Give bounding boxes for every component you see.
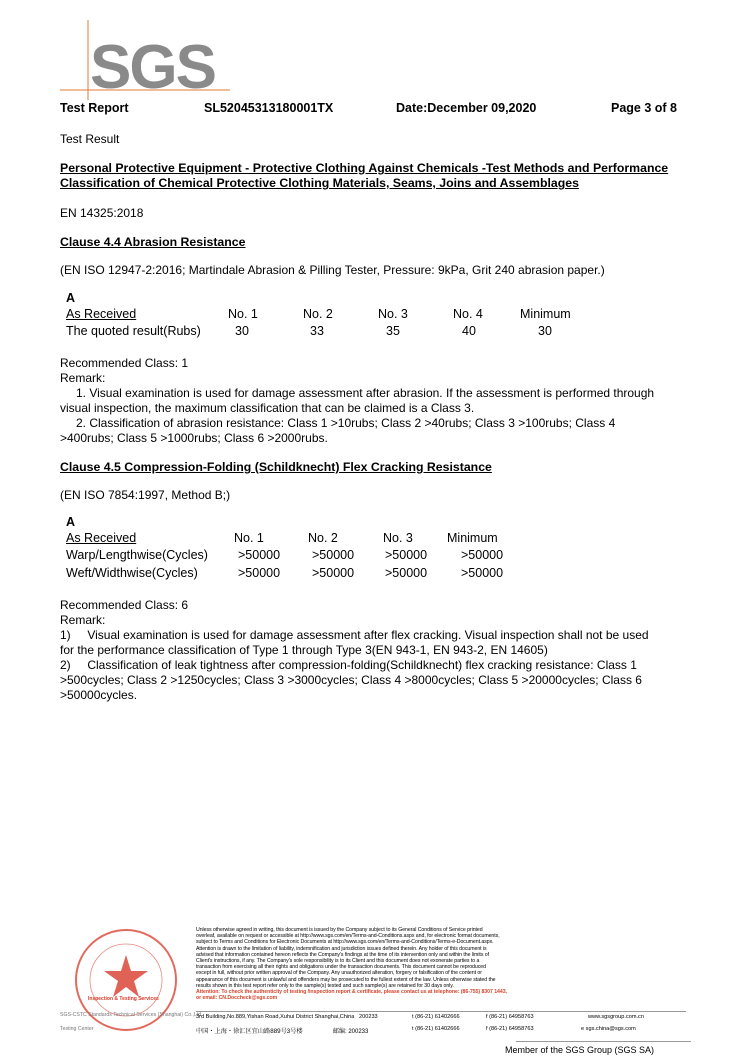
col-no1: No. 1 bbox=[228, 307, 258, 321]
disclaimer-line: Unless otherwise agreed in writing, this document is issued by the Company subject to its General Conditions of Service printed bbox=[196, 927, 483, 933]
cell-minimum: >50000 bbox=[461, 566, 504, 580]
row-label: The quoted result(Rubs) bbox=[66, 324, 201, 338]
col-no3: No. 3 bbox=[378, 307, 408, 321]
member-divider bbox=[516, 1041, 691, 1042]
disclaimer-line: transaction from exercising all their rights and obligations under the transaction documents. This document cannot be reproduced bbox=[196, 964, 486, 971]
report-number: SL52045313180001TX bbox=[204, 101, 334, 115]
disclaimer-line: overleaf, available on request or accessible at http://www.sgs.com/en/Terms-and-Conditions.aspx and, for electronic format documents, bbox=[196, 933, 500, 940]
col-as-received: As Received bbox=[66, 307, 137, 321]
col-no3: No. 3 bbox=[383, 531, 413, 545]
sgs-logo bbox=[60, 20, 230, 100]
cell-no2: 33 bbox=[310, 324, 324, 338]
disclaimer-line: subject to Terms and Conditions for Electronic Documents at http://www.sgs.com/en/Terms-and-Conditions/Terms-e-Document.aspx. bbox=[196, 939, 494, 946]
report-title: Test Report bbox=[60, 101, 129, 115]
sgs-logo-graphic bbox=[60, 20, 230, 100]
cell-no1: >50000 bbox=[238, 566, 281, 580]
fax-en: f (86-21) 64958763 bbox=[486, 1014, 534, 1020]
col-no2: No. 2 bbox=[303, 307, 333, 321]
clause44-header-row bbox=[0, 307, 750, 325]
clause45-method: (EN ISO 7854:1997, Method B;) bbox=[60, 488, 231, 502]
seal-text: Inspection & Testing Services bbox=[88, 996, 159, 1002]
footer-attention: Attention: To check the authenticity of testing /inspection report & certificate, please contact us at telephone: (86-755) 8307 1443, bbox=[196, 989, 507, 996]
website: www.sgsgroup.com.cn bbox=[588, 1014, 644, 1020]
seal-icon bbox=[68, 925, 184, 1035]
cell-no3: >50000 bbox=[385, 548, 428, 562]
main-title-line1: Personal Protective Equipment - Protective Clothing Against Chemicals -Test Methods and Performance bbox=[60, 161, 669, 175]
disclaimer-line: advised that information contained hereon reflects the Company's findings at the time of its intervention only and within the limits of bbox=[196, 951, 489, 958]
cell-minimum: >50000 bbox=[461, 548, 504, 562]
clause44-remark2b: >400rubs; Class 5 >1000rubs; Class 6 >2000rubs. bbox=[60, 431, 328, 445]
email-cn: e sgs.china@sgs.com bbox=[581, 1026, 636, 1032]
clause44-remark2a: 2. Classification of abrasion resistance: Class 1 >10rubs; Class 2 >40rubs; Class 3 >100rubs; Class 4 bbox=[76, 416, 616, 430]
footer-divider bbox=[196, 1011, 686, 1012]
disclaimer-line: except in full, without prior written approval of the Company. Any unauthorized alteration, forgery or falsification of the content or bbox=[196, 970, 482, 977]
row-label: Weft/Widthwise(Cycles) bbox=[66, 566, 198, 580]
clause44-title: Clause 4.4 Abrasion Resistance bbox=[60, 235, 246, 249]
company-left: SGS-CSTC Standards Technical Services (Shanghai) Co.,Ltd. bbox=[60, 1012, 203, 1018]
cell-no3: >50000 bbox=[385, 566, 428, 580]
address-en: 3rd Building,No.889,Yishan Road,Xuhui District Shanghai,China bbox=[196, 1014, 355, 1020]
page-number: Page 3 of 8 bbox=[611, 101, 677, 115]
clause45-remark2c: >50000cycles. bbox=[60, 688, 138, 702]
address-cn: 中国・上海・徐汇区宜山路889号3号楼 bbox=[196, 1028, 303, 1035]
company-seal bbox=[68, 925, 184, 1035]
phone-en: t (86-21) 61402666 bbox=[412, 1014, 460, 1020]
col-no4: No. 4 bbox=[453, 307, 483, 321]
disclaimer-line: results shown in this test report refer only to the sample(s) tested and such sample(s) are retained for 30 days only. bbox=[196, 982, 454, 989]
disclaimer-line: appearance of this document is unlawful and offenders may be prosecuted to the fullest extent of the law. Unless otherwise stated the bbox=[196, 976, 496, 983]
clause45-remark1a: 1) Visual examination is used for damage assessment after flex cracking. Visual inspection shall not be used bbox=[60, 628, 649, 642]
cell-minimum: 30 bbox=[538, 324, 552, 338]
clause45-remark2a: 2) Classification of leak tightness after compression-folding(Schildknecht) flex cracking resistance: Class 1 bbox=[60, 658, 637, 672]
cell-no1: 30 bbox=[235, 324, 249, 338]
cell-no2: >50000 bbox=[312, 566, 355, 580]
clause44-remark1a: 1. Visual examination is used for damage assessment after abrasion. If the assessment is performed through bbox=[76, 386, 655, 400]
cell-no2: >50000 bbox=[312, 548, 355, 562]
clause44-method: (EN ISO 12947-2:2016; Martindale Abrasion & Pilling Tester, Pressure: 9kPa, Grit 240 abrasion paper.) bbox=[60, 263, 605, 277]
sgs-member-note: Member of the SGS Group (SGS SA) bbox=[505, 1045, 655, 1055]
standard-code: EN 14325:2018 bbox=[60, 206, 144, 220]
clause45-group: A bbox=[66, 515, 76, 529]
footer-email: or email: CN.Doccheck@sgs.com bbox=[196, 995, 278, 1002]
cell-no3: 35 bbox=[386, 324, 400, 338]
clause45-remark2b: >500cycles; Class 2 >1250cycles; Class 3 >3000cycles; Class 4 >8000cycles; Class 5 >20000cycles; Class 6 bbox=[60, 673, 642, 687]
main-title-line2: Classification of Chemical Protective Clothing Materials, Seams, Joins and Assemblages bbox=[60, 176, 579, 190]
clause44-remark-label: Remark: bbox=[60, 371, 106, 385]
footer-disclaimer bbox=[196, 927, 682, 1001]
clause45-title: Clause 4.5 Compression-Folding (Schildknecht) Flex Cracking Resistance bbox=[60, 460, 492, 474]
postcode-cn: 邮编: 200233 bbox=[333, 1029, 369, 1035]
disclaimer-line: Client's instructions, if any. The Company's sole responsibility is to its Client and this document does not exonerate parties to a bbox=[196, 958, 480, 965]
clause45-header-row bbox=[0, 531, 750, 549]
sgs-logo-text: SGS bbox=[90, 33, 215, 100]
clause44-recommended: Recommended Class: 1 bbox=[60, 356, 189, 370]
cell-no1: >50000 bbox=[238, 548, 281, 562]
cell-no4: 40 bbox=[462, 324, 476, 338]
col-minimum: Minimum bbox=[520, 307, 571, 321]
col-no1: No. 1 bbox=[234, 531, 264, 545]
postcode-en: 200233 bbox=[359, 1014, 378, 1020]
disclaimer-line: Attention is drawn to the limitation of liability, indemnification and jurisdiction issues defined therein. Any holder of this document is bbox=[196, 945, 487, 952]
section-label: Test Result bbox=[60, 132, 120, 146]
clause45-remark1b: for the performance classification of Type 1 through Type 3(EN 943-1, EN 943-2, EN 14605) bbox=[60, 643, 548, 657]
clause44-group: A bbox=[66, 291, 76, 305]
phone-cn: t (86-21) 61402666 bbox=[412, 1026, 460, 1032]
clause45-recommended: Recommended Class: 6 bbox=[60, 598, 189, 612]
col-no2: No. 2 bbox=[308, 531, 338, 545]
clause45-remark-label: Remark: bbox=[60, 613, 106, 627]
table-row bbox=[0, 566, 750, 584]
clause44-remark1b: visual inspection, the maximum classification that can be claimed is a Class 3. bbox=[60, 401, 475, 415]
table-row bbox=[0, 324, 750, 342]
company-left2: Testing Center bbox=[60, 1026, 94, 1032]
report-date: Date:December 09,2020 bbox=[396, 101, 537, 115]
row-label: Warp/Lengthwise(Cycles) bbox=[66, 548, 208, 562]
table-row bbox=[0, 548, 750, 566]
fax-cn: f (86-21) 64958763 bbox=[486, 1026, 534, 1032]
col-as-received: As Received bbox=[66, 531, 137, 545]
col-minimum: Minimum bbox=[447, 531, 498, 545]
